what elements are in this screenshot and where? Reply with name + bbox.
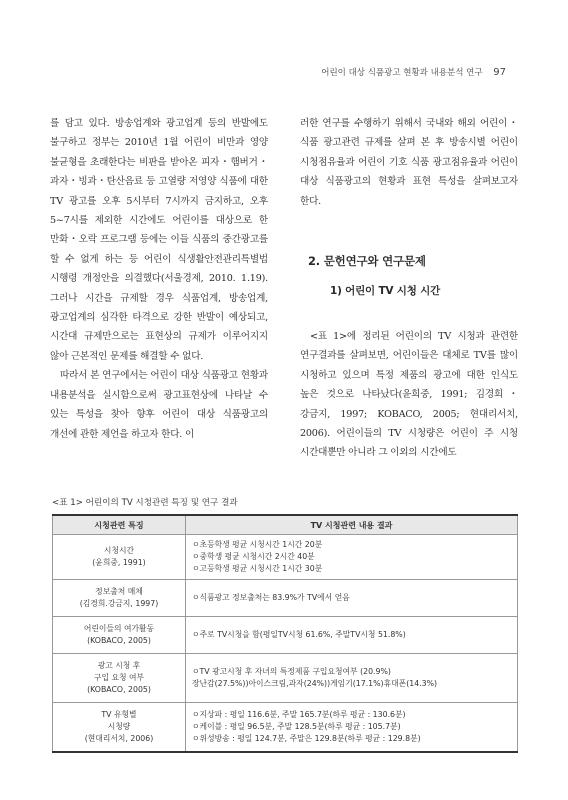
page-number: 97 — [493, 67, 506, 78]
row-key: 시청시간 (윤희중, 1991) — [53, 535, 186, 580]
table-header-row — [53, 515, 518, 535]
table-row — [53, 535, 518, 580]
table-header-feature: 시청관련 특징 — [53, 515, 186, 535]
row-values: ㅇ지상파 : 평일 116.6분, 주말 165.7분(하루 평균 : 130.6분) ㅇ케이블 : 평일 96.5분, 주말 128.5분(하루 평균 : 105.7분) ㅇ위성방송 : 평일 124.7분, 주말은 129.8분(하루 평균 : 129.8분) — [186, 703, 518, 753]
row-values: ㅇ초등학생 평균 시청시간 1시간 20분 ㅇ중학생 평균 시청시간 2시간 40분 ㅇ고등학생 평균 시청시간 1시간 30분 — [186, 535, 518, 580]
table-row — [53, 654, 518, 703]
table-caption: <표 1> 어린이의 TV 시청관련 특징 및 연구 결과 — [52, 498, 238, 508]
research-table — [52, 514, 518, 753]
table-header-result: TV 시청관련 내용 결과 — [186, 515, 518, 535]
right-intro-paragraph: 러한 연구를 수행하기 위해서 국내와 해외 어린이・식품 광고관련 규제를 살펴 본 후 방송시별 어린이 시청점유율과 어린이 기호 식품 광고점유율과 어린이 대상 식품광고의 현황과 표현 특성을 살펴보고자 한다. — [300, 118, 518, 207]
row-key: TV 유형별 시청량 (현대리서치, 2006) — [53, 703, 186, 753]
row-key: 광고 시청 후 구입 요청 여부 (KOBACO, 2005) — [53, 654, 186, 703]
left-paragraph-1: 를 담고 있다. 방송업계와 광고업계 등의 반발에도 불구하고 정부는 2010년 1월 어린이 비만과 영양 불균형을 초래한다는 비판을 받아온 피자・햄버거・과자・빙과・탄산음료 등 고열량 저영양 식품에 대한 TV 광고를 오후 5시부터 7시까지 금지하고, 오후 5~7시를 제외한 시간에도 어린이를 대상으로 한 만화・오락 프로그램 등에는 이들 식품의 중간광고를 할 수 없게 하는 등 어린이 식생활안전관리특별법 시행령 개정안을 의결했다(서울경제, 2010. 1.19). 그러나 시간을 규제할 경우 식품업계, 방송업계, 광고업계의 심각한 타격으로 강한 반발이 예상되고, 시간대 규제만으로는 표현상의 규제가 이루어지지 않아 근본적인 문제를 해결할 수 없다. — [50, 118, 268, 362]
subsection-heading: 1) 어린이 TV 시청 시간 — [330, 285, 441, 298]
row-key: 어린이들의 여가활동 (KOBACO, 2005) — [53, 617, 186, 654]
right-body-paragraph: <표 1>에 정리된 어린이의 TV 시청과 관련한 연구결과를 살펴보면, 어린이들은 대체로 TV를 많이 시청하고 있으며 특정 제품의 광고에 대한 인식도 높은 것으로 나타났다(윤희중, 1991; 김경희・강금지, 1997; KOBACO, 2005; 현대리서치, 2006). 어린이들의 TV 시청량은 어린이 주 시청 시간대뿐만 아니라 그 이외의 시간에도 — [300, 331, 518, 459]
table-row — [53, 617, 518, 654]
section-heading: 2. 문헌연구와 연구문제 — [308, 254, 426, 269]
row-values: ㅇ주로 TV시청을 함(평일TV시청 61.6%, 주말TV시청 51.8%) — [186, 617, 518, 654]
running-header — [321, 66, 506, 78]
right-column — [300, 114, 518, 463]
row-values: ㅇ식품광고 정보출처는 83.9%가 TV에서 얻음 — [186, 580, 518, 617]
row-key: 정보출처 매체 (김경희.강금지, 1997) — [53, 580, 186, 617]
running-title: 어린이 대상 식품광고 현황과 내용분석 연구 — [321, 68, 483, 78]
left-column — [50, 114, 268, 444]
table-row — [53, 580, 518, 617]
row-values: ㅇTV 광고시청 후 자녀의 특정제품 구입요청여부 (20.9%) 장난감(27.5%))아이스크림,과자(24%))게임기(17.1%)휴대폰(14.3%) — [186, 654, 518, 703]
table-row — [53, 703, 518, 753]
left-paragraph-2: 따라서 본 연구에서는 어린이 대상 식품광고 현황과 내용분석을 실시함으로써 광고표현상에 나타날 수 있는 특성을 찾아 향후 어린이 대상 식품광고의 개선에 관한 제언을 하고자 한다. 이 — [50, 370, 268, 440]
